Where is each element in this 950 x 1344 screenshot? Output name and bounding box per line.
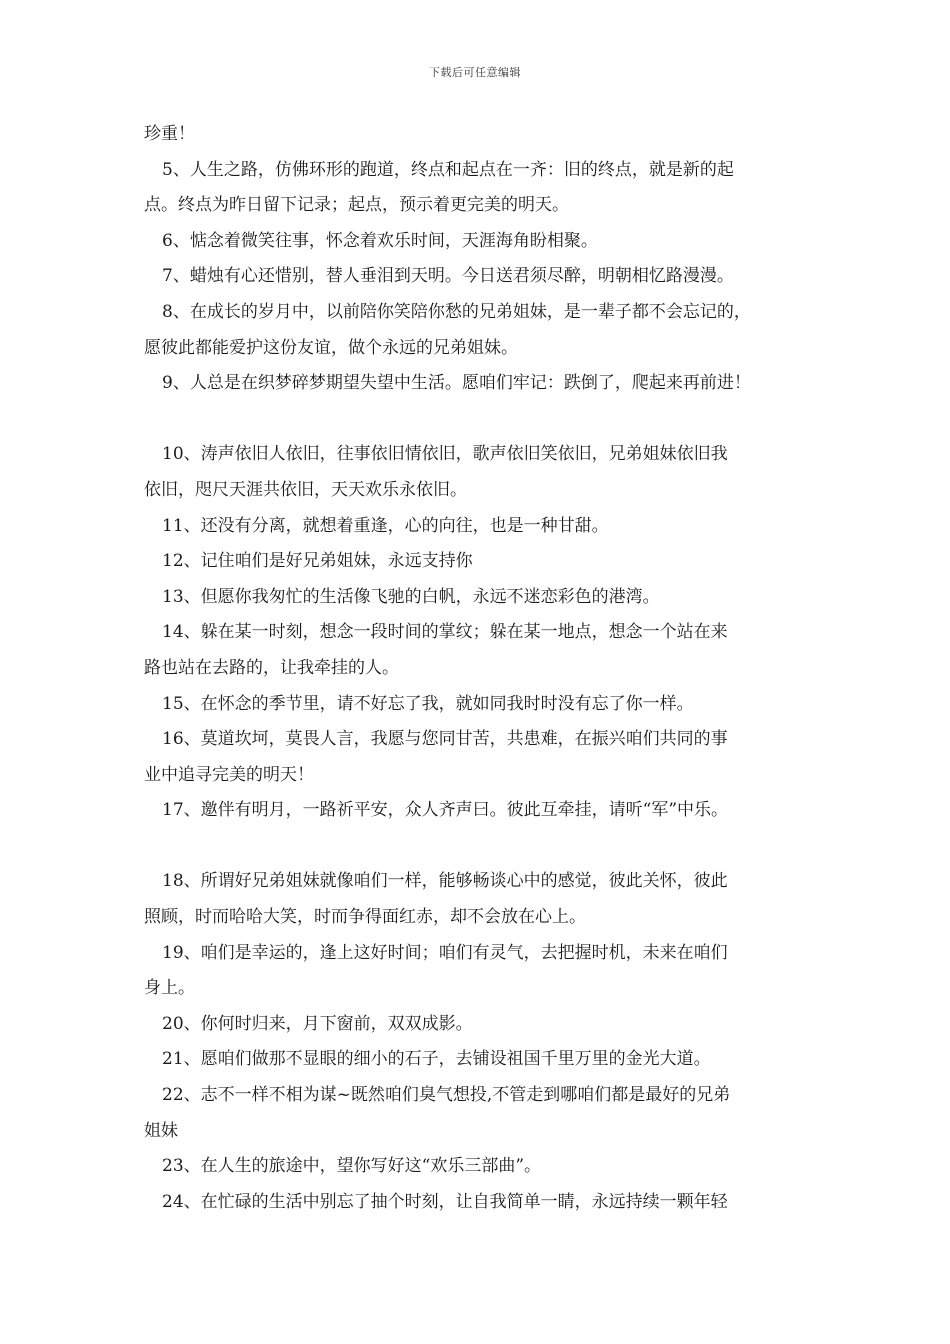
text-line: 珍重！ <box>144 124 195 144</box>
text-line: 10、涛声依旧人依旧，往事依旧情依旧，歌声依旧笑依旧，兄弟姐妹依旧我 <box>162 444 728 465</box>
document-body <box>144 117 820 1220</box>
text-line: 12、记住咱们是好兄弟姐妹，永远支持你 <box>162 551 473 572</box>
text-line: 13、但愿你我匆忙的生活像飞驰的白帆，永远不迷恋彩色的港湾。 <box>162 586 660 607</box>
text-line: 点。终点为昨日留下记录；起点，预示着更完美的明天。 <box>144 195 569 216</box>
text-line: 业中追寻完美的明天！ <box>144 764 314 785</box>
text-line: 19、咱们是幸运的，逢上这好时间；咱们有灵气，去把握时机，未来在咱们 <box>162 942 728 963</box>
text-line: 8、在成长的岁月中，以前陪你笑陪你愁的兄弟姐妹，是一辈子都不会忘记的， <box>162 301 751 322</box>
text-line: 20、你何时归来，月下窗前，双双成影。 <box>162 1013 473 1034</box>
text-line: 7、蜡烛有心还惜别，替人垂泪到天明。今日送君须尽醉，明朝相忆路漫漫。 <box>162 266 734 287</box>
text-line: 9、人总是在织梦碎梦期望失望中生活。愿咱们牢记：跌倒了，爬起来再前进！ <box>162 373 751 394</box>
text-line: 23、在人生的旅途中，望你写好这“欢乐三部曲”。 <box>162 1156 542 1177</box>
text-line: 愿彼此都能爱护这份友谊，做个永远的兄弟姐妹。 <box>144 337 518 358</box>
text-line: 6、惦念着微笑往事，怀念着欢乐时间，天涯海角盼相聚。 <box>162 230 598 251</box>
text-line: 18、所谓好兄弟姐妹就像咱们一样，能够畅谈心中的感觉，彼此关怀，彼此 <box>162 871 728 892</box>
text-line: 姐妹 <box>144 1120 178 1141</box>
paragraph-gap <box>144 829 820 865</box>
text-line: 24、在忙碌的生活中别忘了抽个时刻，让自我简单一睛，永远持续一颗年轻 <box>162 1191 728 1212</box>
text-line: 22、志不一样不相为谋~既然咱们臭气想投,不管走到哪咱们都是最好的兄弟 <box>162 1085 731 1106</box>
text-line: 16、莫道坎坷，莫畏人言，我愿与您同甘苦，共患难，在振兴咱们共同的事 <box>162 729 728 750</box>
text-line: 21、愿咱们做那不显眼的细小的石子，去铺设祖国千里万里的金光大道。 <box>162 1049 711 1070</box>
text-line: 依旧，咫尺天涯共依旧，天天欢乐永依旧。 <box>144 479 467 500</box>
page-header: 下载后可任意编辑 <box>429 66 521 79</box>
text-line: 照顾，时而哈哈大笑，时而争得面红赤，却不会放在心上。 <box>144 907 586 928</box>
text-line: 5、人生之路，仿佛环形的跑道，终点和起点在一齐：旧的终点，就是新的起 <box>162 159 734 180</box>
text-line: 14、躲在某一时刻，想念一段时间的掌纹；躲在某一地点，想念一个站在来 <box>162 622 728 643</box>
text-line: 15、在怀念的季节里，请不好忘了我，就如同我时时没有忘了你一样。 <box>162 693 694 714</box>
text-line: 17、邀伴有明月，一路祈平安，众人齐声曰。彼此互牵挂，请听“军”中乐。 <box>162 800 729 821</box>
paragraph-gap <box>144 402 820 438</box>
text-line: 身上。 <box>144 978 195 999</box>
text-line: 11、还没有分离，就想着重逢，心的向往，也是一种甘甜。 <box>162 515 609 536</box>
text-line: 路也站在去路的，让我牵挂的人。 <box>144 657 399 678</box>
